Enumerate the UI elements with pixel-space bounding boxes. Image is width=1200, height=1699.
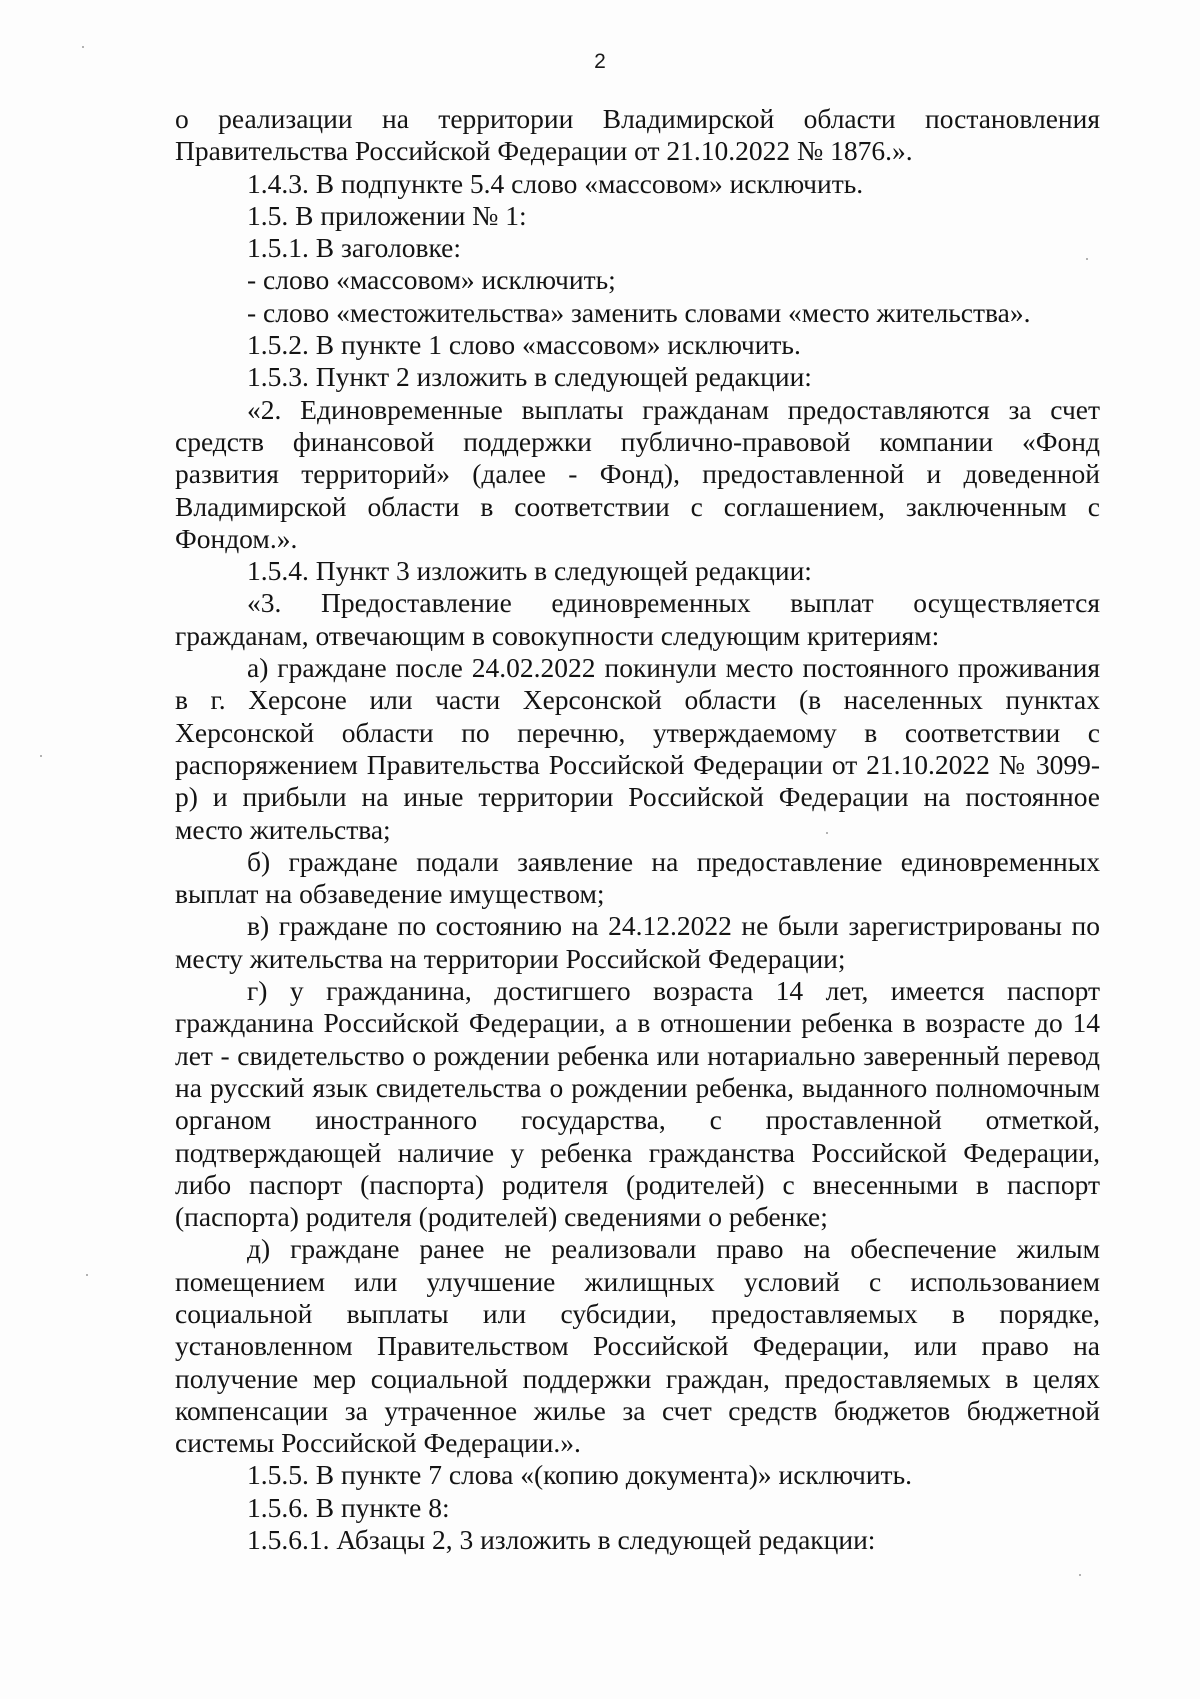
paragraph-criterion-a: а) граждане после 24.02.2022 покинули место постоянного проживания в г. Херсоне или части Херсонской области (в населенных пунктах Херсонской области по перечню, утверждаемому в соответствии с распоряжением Правительства Российской Федерации от 21.10.2022 № 3099-р) и прибыли на иные территории Российской Федерации на постоянное место жительства; [175, 652, 1100, 845]
paragraph-dash-2: - слово «местожительства» заменить словами «место жительства». [247, 296, 1031, 328]
paragraph-1-5-1: 1.5.1. В заголовке: [247, 232, 461, 264]
paragraph-1-5-6-1: 1.5.6.1. Абзацы 2, 3 изложить в следующей редакции: [247, 1524, 876, 1556]
paragraph-criterion-v: в) граждане по состоянию на 24.12.2022 не были зарегистрированы по месту жительства на территории Российской Федерации; [175, 910, 1100, 974]
paragraph-criterion-b: б) граждане подали заявление на предоставление единовременных выплат на обзаведение имуществом; [175, 845, 1100, 910]
paragraph-1-5-4: 1.5.4. Пункт 3 изложить в следующей редакции: [247, 555, 812, 587]
paragraph-criterion-g: г) у гражданина, достигшего возраста 14 лет, имеется паспорт гражданина Российской Федерации, а в отношении ребенка в возрасте до 14 лет - свидетельство о рождении ребенка или нотариально заверенный перевод на русский язык свидетельства о рождении ребенка, выданного полномочным органом иностранного государства, с проставленной отметкой, подтверждающей наличие у ребенка гражданства Российской Федерации, либо паспорт (паспорта) родителя (родителей) с внесенными в паспорт (паспорта) родителя (родителей) сведениями о ребенке; [175, 975, 1100, 1233]
paragraph-1-5-5: 1.5.5. В пункте 7 слова «(копию документа)» исключить. [247, 1459, 912, 1491]
scan-speck [1079, 1574, 1081, 1576]
paragraph-1-5-2: 1.5.2. В пункте 1 слово «массовом» исключить. [247, 329, 801, 361]
paragraph-dash-1: - слово «массовом» исключить; [247, 264, 616, 296]
document-body [175, 103, 1100, 1556]
paragraph-1-5-6: 1.5.6. В пункте 8: [247, 1491, 450, 1523]
scan-speck [826, 832, 828, 834]
paragraph-1-5-3: 1.5.3. Пункт 2 изложить в следующей редакции: [247, 361, 812, 393]
page-number: 2 [594, 50, 606, 73]
scan-speck [40, 755, 42, 757]
scan-speck [82, 46, 84, 48]
paragraph-continuation: о реализации на территории Владимирской области постановления Правительства Российской Федерации от 21.10.2022 № 1876.». [175, 103, 1100, 167]
paragraph-item-2: «2. Единовременные выплаты гражданам предоставляются за счет средств финансовой поддержки публично-правовой компании «Фонд развития территорий» (далее - Фонд), предоставленной и доведенной Владимирской области в соответствии с соглашением, заключенным с Фондом.». [175, 393, 1100, 554]
scan-speck [1086, 258, 1088, 260]
paragraph-1-4-3: 1.4.3. В подпункте 5.4 слово «массовом» исключить. [247, 167, 864, 199]
paragraph-item-3: «3. Предоставление единовременных выплат осуществляется гражданам, отвечающим в совокупности следующим критериям: [175, 587, 1100, 651]
paragraph-criterion-d: д) граждане ранее не реализовали право на обеспечение жилым помещением или улучшение жилищных условий с использованием социальной выплаты или субсидии, предоставляемых в порядке, установленном Правительством Российской Федерации, или право на получение мер социальной поддержки граждан, предоставляемых в целях компенсации за утраченное жилье за счет средств бюджетов бюджетной системы Российской Федерации.». [175, 1233, 1100, 1459]
paragraph-1-5: 1.5. В приложении № 1: [247, 199, 527, 231]
scan-speck [86, 1274, 88, 1276]
